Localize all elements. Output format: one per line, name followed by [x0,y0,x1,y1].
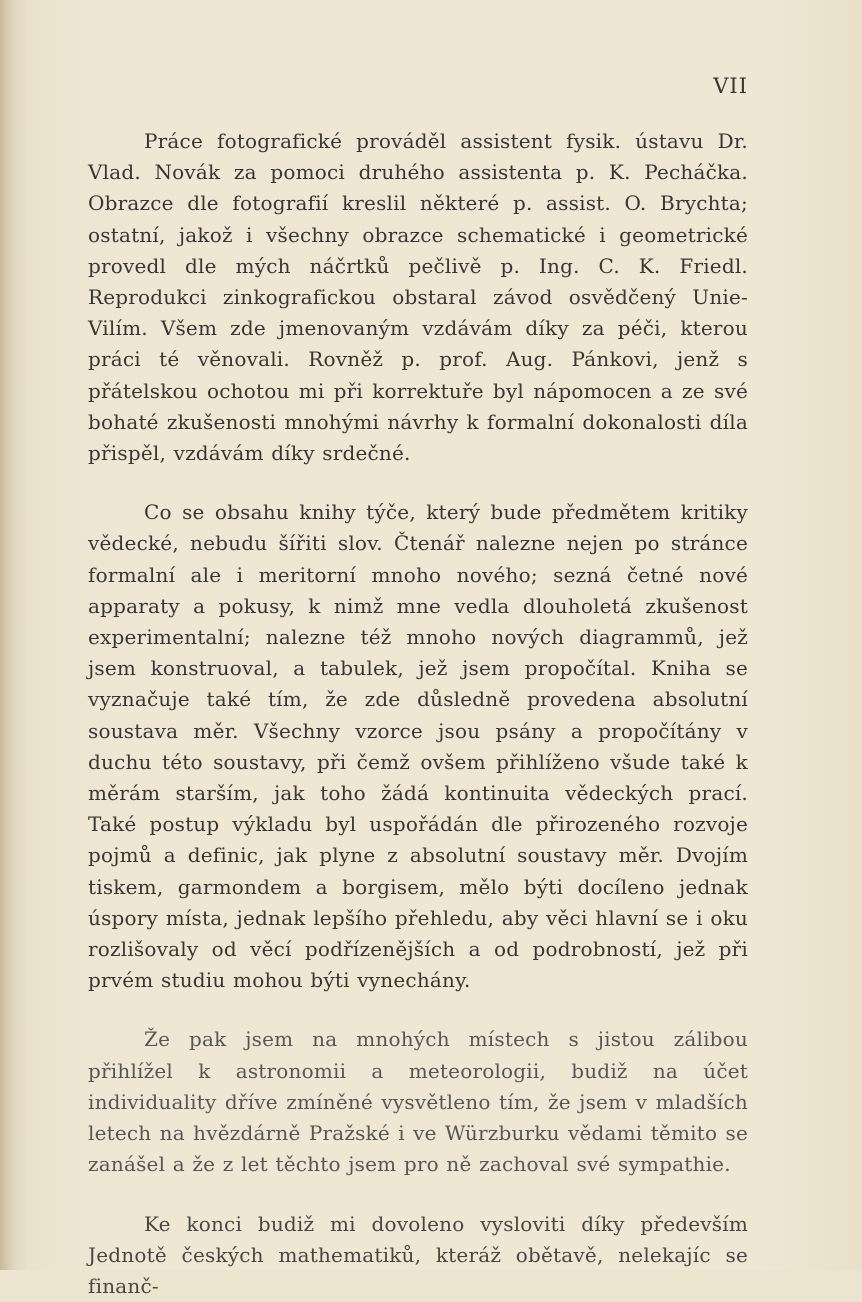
paragraph-book-content: Co se obsahu knihy týče, který bude předmětem kritiky vědecké, nebudu šířiti slov. Čtenář nalezne nejen po stránce formalní ale i meritorní mnoho nového; sezná četné nové apparaty a pokusy, k nimž mne vedla dlouholetá zkušenost experimentalní; nalezne též mnoho nových diagrammů, jež jsem konstruoval, a tabulek, jež jsem propočítal. Kniha se vyznačuje také tím, že zde důsledně provedena absolutní soustava měr. Všechny vzorce jsou psány a propočítány v duchu této soustavy, při čemž ovšem přihlíženo všude také k měrám starším, jak toho žádá kontinuita vědeckých prací. Také postup výkladu byl uspořádán dle přirozeného rozvoje pojmů a definic, jak plyne z absolutní soustavy měr. Dvojím tiskem, garmondem a borgisem, mělo býti docíleno jednak úspory místa, jednak lepšího přehledu, aby věci hlavní se i oku rozlišovaly od věcí podřízenějších a od podrobností, jež při prvém studiu mohou býti vynechány. [88,497,748,996]
book-binding-edge [0,0,14,1270]
paragraph-closing-thanks: Ke konci budiž mi dovoleno vysloviti díky především Jednotě českých mathematiků, kteráž obětavě, nelekajíc se finanč- [88,1209,748,1302]
preface-text [88,126,748,1302]
paragraph-astronomy: Že pak jsem na mnohých místech s jistou zálibou přihlížel k astronomii a meteorologii, budiž na účet individuality dříve zmíněné vysvětleno tím, že jsem v mladších letech na hvězdárně Pražské i ve Würzburku vědami těmito se zanášel a že z let těchto jsem pro ně zachoval své sympathie. [88,1024,748,1180]
page-number: VII [713,74,748,98]
paragraph-acknowledgements: Práce fotografické prováděl assistent fysik. ústavu Dr. Vlad. Novák za pomoci druhého assistenta p. K. Pecháčka. Obrazce dle fotografií kreslil některé p. assist. O. Brychta; ostatní, jakož i všechny obrazce schematické i geometrické provedl dle mých náčrtků pečlivě p. Ing. C. K. Friedl. Reprodukci zinkografickou obstaral závod osvědčený Unie-Vilím. Všem zde jmenovaným vzdávám díky za péči, kterou práci té věnovali. Rovněž p. prof. Aug. Pánkovi, jenž s přátelskou ochotou mi při korrektuře byl nápomocen a ze své bohaté zkušenosti mnohými návrhy k formalní dokonalosti díla přispěl, vzdávám díky srdečné. [88,126,748,469]
